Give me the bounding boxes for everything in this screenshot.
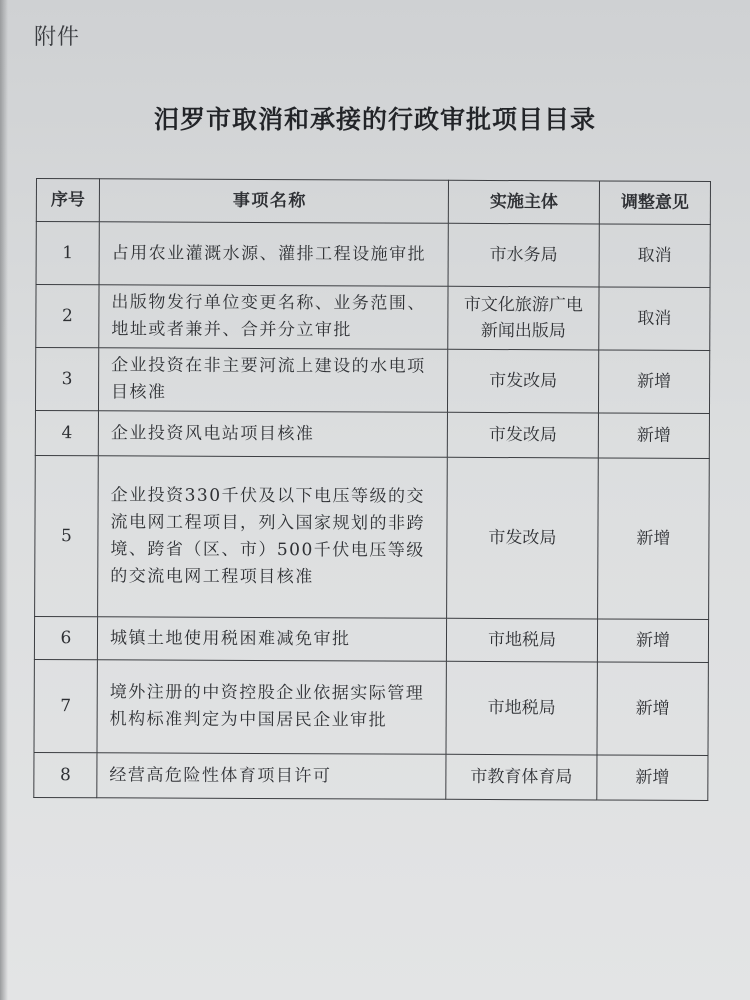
row-org: 市发改局 [447, 457, 599, 619]
row-op: 取消 [599, 224, 710, 287]
row-name: 占用农业灌溉水源、灌排工程设施审批 [99, 222, 448, 287]
table-row [34, 659, 708, 755]
row-no: 1 [36, 222, 99, 285]
row-org: 市发改局 [447, 412, 598, 458]
row-org: 市发改局 [447, 349, 598, 413]
row-org: 市地税局 [446, 618, 597, 662]
header-op: 调整意见 [599, 181, 710, 224]
table-row [34, 616, 708, 662]
table-row [34, 752, 708, 800]
row-name: 出版物发行单位变更名称、业务范围、地址或者兼并、合并分立审批 [99, 285, 448, 350]
row-name: 境外注册的中资控股企业依据实际管理机构标准判定为中国居民企业审批 [97, 660, 446, 755]
row-no: 4 [35, 410, 98, 455]
row-no: 3 [35, 348, 98, 411]
table-row [35, 455, 710, 619]
attachment-label: 附件 [34, 25, 81, 50]
row-org: 市地税局 [446, 661, 597, 755]
row-op: 新增 [597, 662, 708, 755]
row-name: 企业投资在非主要河流上建设的水电项目核准 [98, 348, 447, 413]
table-header-row [36, 179, 710, 225]
row-no: 2 [36, 285, 99, 348]
row-no: 8 [34, 752, 97, 797]
row-org-text: 市文化旅游广电新闻出版局 [463, 294, 583, 341]
row-name: 经营高危险性体育项目许可 [97, 753, 446, 800]
table-row [35, 410, 709, 458]
row-op: 新增 [598, 413, 709, 458]
row-no: 5 [35, 455, 99, 616]
catalog-table [33, 178, 711, 801]
table-row [35, 348, 709, 414]
row-org: 市教育体育局 [446, 754, 597, 800]
row-op: 新增 [598, 350, 709, 413]
header-org: 实施主体 [448, 180, 599, 224]
row-name: 企业投资风电站项目核准 [98, 411, 447, 458]
catalog-table-wrapper [33, 178, 700, 801]
table-row [36, 285, 710, 351]
row-op: 新增 [597, 755, 708, 800]
row-org: 市水务局 [448, 223, 599, 287]
header-no: 序号 [36, 179, 99, 222]
header-name: 事项名称 [99, 179, 448, 224]
table-row [36, 222, 710, 288]
row-name: 城镇土地使用税困难减免审批 [97, 617, 446, 662]
row-name: 企业投资330千伏及以下电压等级的交流电网工程项目，列入国家规划的非跨境、跨省（区、市）500千伏电压等级的交流电网工程项目核准 [98, 456, 448, 619]
row-no: 6 [34, 616, 97, 659]
page-edge-shadow [0, 0, 8, 1000]
row-org [448, 286, 599, 350]
row-op: 取消 [599, 287, 710, 350]
row-op: 新增 [597, 619, 708, 662]
row-no: 7 [34, 659, 97, 752]
document-title: 汨罗市取消和承接的行政审批项目目录 [153, 105, 596, 134]
row-op: 新增 [598, 458, 710, 619]
